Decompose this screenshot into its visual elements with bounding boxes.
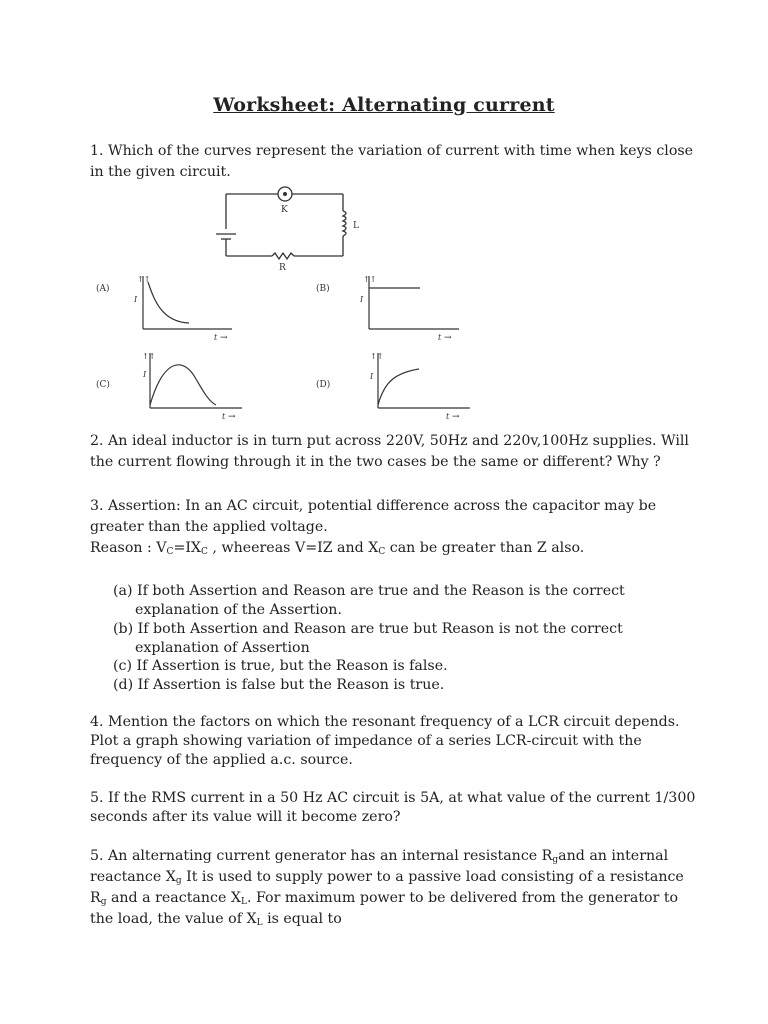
svg-text:→: → xyxy=(452,412,460,422)
question-3-option-d: (d) If Assertion is false but the Reason is true. xyxy=(113,677,445,693)
graph-b-y-label: I xyxy=(360,295,364,304)
graph-c-y-label: I xyxy=(143,370,147,379)
svg-text:→: → xyxy=(228,412,236,422)
graph-c-curve xyxy=(150,365,216,405)
svg-text:→: → xyxy=(220,333,228,343)
question-3-reason: Reason : $V_C=IX_C$ , wheereas V=IZ and $X_C$ can be greater than Z also. xyxy=(90,540,585,557)
graph-a-y-label: I xyxy=(134,295,138,304)
graph-c-x-label: t xyxy=(222,412,226,421)
graph-b-x-label: t xyxy=(438,333,442,342)
svg-text:→: → xyxy=(444,333,452,343)
graph-a-x-label: t xyxy=(214,333,218,342)
question-5b-text: 5. An alternating current generator has an internal resistance $R_gand$ an internal reactance $X_g$ It is used to supply power to a passive load consisting of a resistance $R_g$ and a reactance $X_L$. For maximum power to be delivered from the generator to the load, the value of $X_L$ is equal to xyxy=(90,848,684,928)
svg-text:↑↑: ↑↑ xyxy=(363,275,377,284)
question-3-option-c: (c) If Assertion is true, but the Reason is false. xyxy=(113,658,448,674)
svg-text:↑↑: ↑↑ xyxy=(370,352,384,361)
svg-text:↑↑: ↑↑ xyxy=(142,352,156,361)
question-3-option-b: (b) If both Assertion and Reason are true but Reason is not the correct explanation of Assertion xyxy=(113,621,623,656)
question-3-assertion: 3. Assertion: In an AC circuit, potential difference across the capacitor may be greater than the applied voltage. xyxy=(90,498,657,535)
question-1-text: 1. Which of the curves represent the variation of current with time when keys close in the given circuit. xyxy=(90,143,694,180)
question-5a-text: 5. If the RMS current in a 50 Hz AC circuit is 5A, at what value of the current 1/300 seconds after its value will it become zero? xyxy=(90,790,696,825)
graph-a-label: (A) xyxy=(96,284,110,294)
graph-d-label: (D) xyxy=(316,380,331,390)
key-label: K xyxy=(281,205,288,215)
svg-text:↑↑: ↑↑ xyxy=(137,275,151,284)
question-4-text: 4. Mention the factors on which the resonant frequency of a LCR circuit depends. Plot a graph showing variation of impedance of a series LCR-circuit with the frequency of the applied a.c. source. xyxy=(90,714,680,768)
graph-d-y-label: I xyxy=(370,372,374,381)
question-3-option-a: (a) If both Assertion and Reason are true and the Reason is the correct explanation of the Assertion. xyxy=(113,583,625,618)
graph-b-label: (B) xyxy=(316,284,330,294)
graph-a-curve xyxy=(148,282,189,323)
key-dot xyxy=(283,192,287,196)
graph-a xyxy=(92,270,252,345)
page-title: Worksheet: Alternating current xyxy=(213,94,555,116)
inductor-label: L xyxy=(353,221,359,231)
graph-d xyxy=(314,347,479,425)
graph-b xyxy=(314,270,474,345)
graph-c xyxy=(92,347,252,425)
circuit-diagram xyxy=(210,183,370,273)
graph-d-curve xyxy=(378,369,419,405)
graph-c-label: (C) xyxy=(96,380,110,390)
resistor-label: R xyxy=(279,263,286,273)
graph-d-x-label: t xyxy=(446,412,450,421)
question-2-text: 2. An ideal inductor is in turn put across 220V, 50Hz and 220v,100Hz supplies. Will the current flowing through it in the two cases be the same or different? Why ? xyxy=(90,433,689,470)
